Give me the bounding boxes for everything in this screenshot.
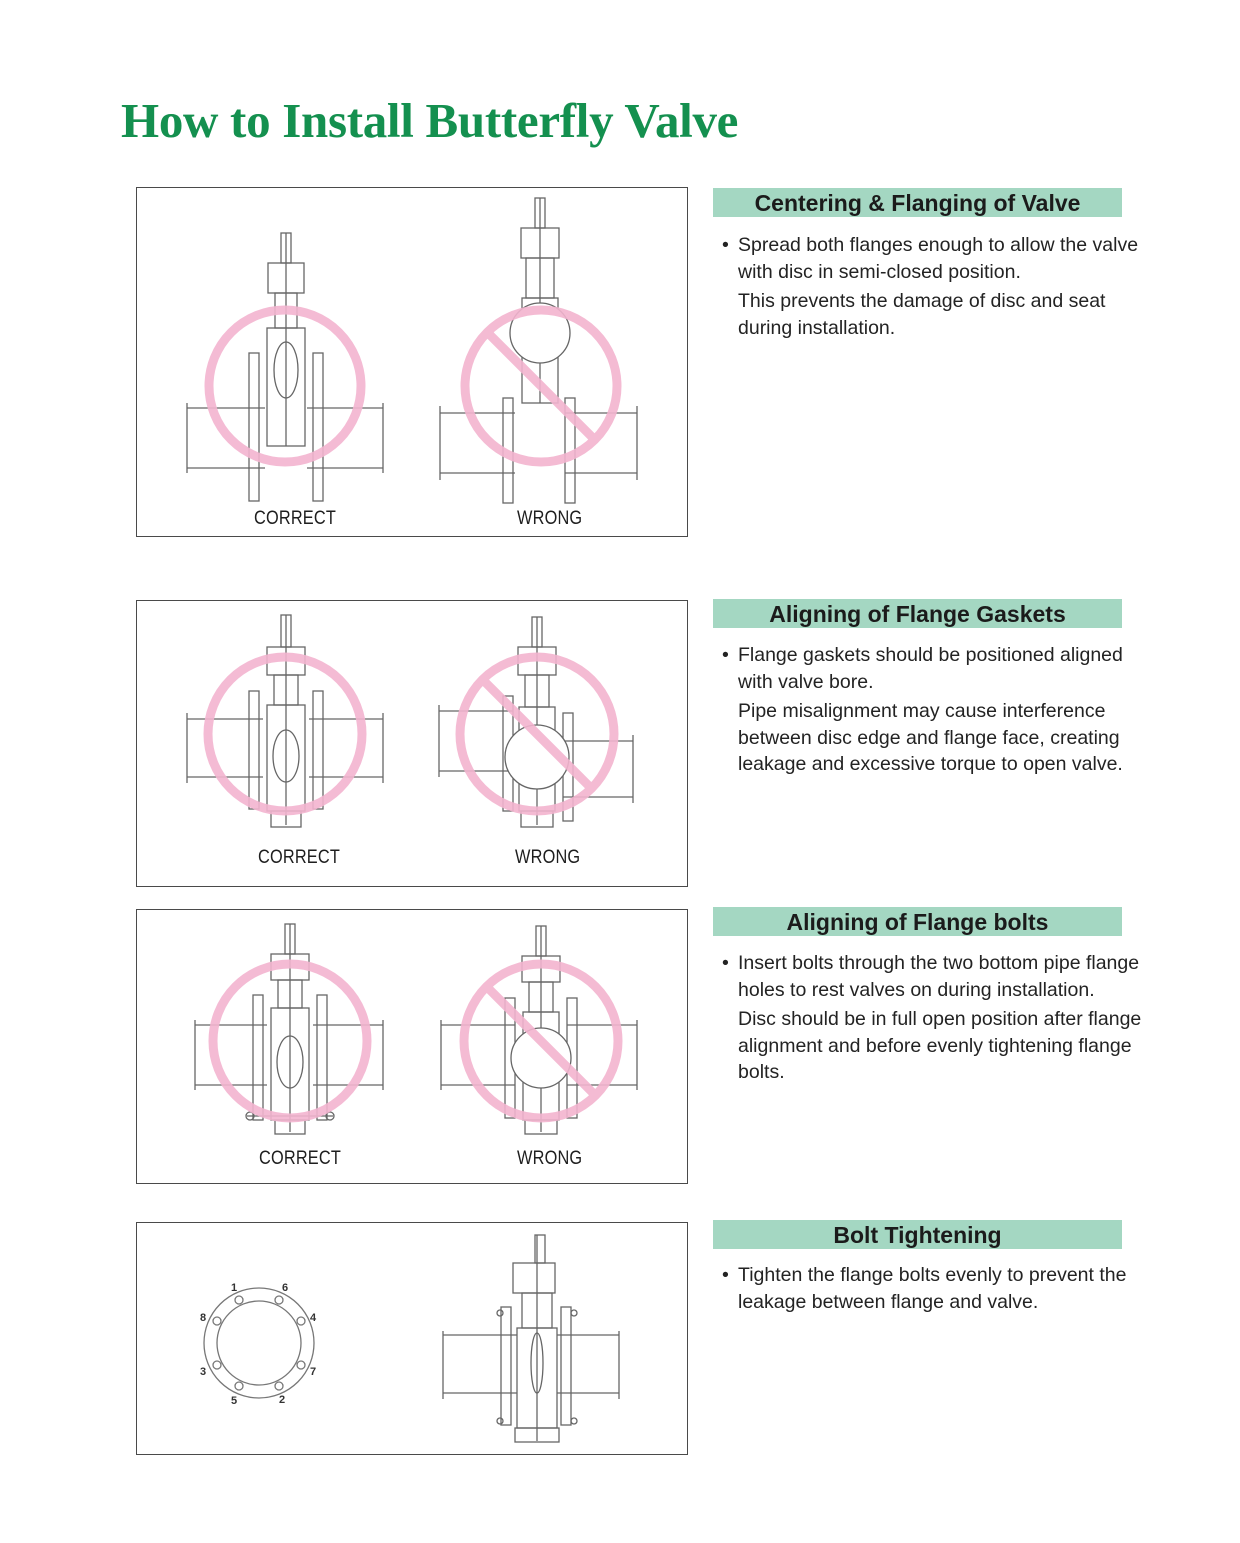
valve-wrong-drawing bbox=[441, 926, 637, 1134]
bolt-number: 7 bbox=[310, 1366, 317, 1378]
note-text: Disc should be in full open position after flange alignment and before evenly tightening flange bolts. bbox=[738, 1008, 1142, 1083]
correct-symbol-icon bbox=[209, 310, 361, 462]
caption-wrong: WRONG bbox=[517, 1148, 583, 1169]
section-text-bolts bbox=[722, 950, 1142, 1086]
valve-section-drawing bbox=[443, 1235, 619, 1442]
bolt-number: 4 bbox=[310, 1312, 317, 1324]
bolt-number: 1 bbox=[231, 1282, 238, 1294]
section-text-bolt-tightening bbox=[722, 1262, 1142, 1315]
bullet-text: • Insert bolts through the two bottom pipe flange holes to rest valves on during installation. bbox=[722, 950, 1142, 1003]
figure-bolt-tightening-drawing bbox=[137, 1223, 689, 1456]
note-text: Pipe misalignment may cause interference between disc edge and flange face, creating leakage and excessive torque to open valve. bbox=[738, 700, 1123, 775]
bolt-number: 8 bbox=[200, 1312, 207, 1324]
bolt-number: 2 bbox=[279, 1394, 286, 1406]
section-header-bolts: Aligning of Flange bolts bbox=[713, 907, 1122, 936]
figure-centering-drawing bbox=[137, 188, 689, 538]
section-header-bolt-tightening: Bolt Tightening bbox=[713, 1220, 1122, 1249]
bolt-number: 6 bbox=[282, 1282, 289, 1294]
caption-wrong: WRONG bbox=[517, 508, 583, 529]
bullet-text: • Spread both flanges enough to allow the valve with disc in semi-closed position. bbox=[722, 232, 1142, 285]
figure-bolts-drawing bbox=[137, 910, 689, 1185]
valve-correct-drawing bbox=[195, 924, 383, 1134]
valve-correct-drawing bbox=[187, 615, 383, 827]
figure-gaskets-drawing bbox=[137, 601, 689, 888]
correct-symbol-icon bbox=[208, 657, 362, 811]
caption-correct: CORRECT bbox=[254, 508, 336, 529]
valve-wrong-drawing bbox=[439, 617, 633, 827]
page-title: How to Install Butterfly Valve bbox=[121, 93, 739, 148]
bolt-number: 3 bbox=[200, 1366, 207, 1378]
figure-bolts bbox=[136, 909, 688, 1184]
flange-bolt-pattern-icon bbox=[204, 1288, 317, 1398]
bullet-text: • Tighten the flange bolts evenly to prevent the leakage between flange and valve. bbox=[722, 1262, 1142, 1315]
figure-gaskets bbox=[136, 600, 688, 887]
caption-correct: CORRECT bbox=[258, 847, 340, 868]
note-text: This prevents the damage of disc and seat during installation. bbox=[738, 290, 1106, 339]
caption-correct: CORRECT bbox=[259, 1148, 341, 1169]
caption-wrong: WRONG bbox=[515, 847, 581, 868]
figure-centering bbox=[136, 187, 688, 537]
section-text-centering bbox=[722, 232, 1142, 341]
section-text-gaskets bbox=[722, 642, 1142, 778]
section-header-centering: Centering & Flanging of Valve bbox=[713, 188, 1122, 217]
bullet-text: • Flange gaskets should be positioned aligned with valve bore. bbox=[722, 642, 1142, 695]
figure-bolt-tightening bbox=[136, 1222, 688, 1455]
section-header-gaskets: Aligning of Flange Gaskets bbox=[713, 599, 1122, 628]
bolt-number: 5 bbox=[231, 1395, 238, 1407]
